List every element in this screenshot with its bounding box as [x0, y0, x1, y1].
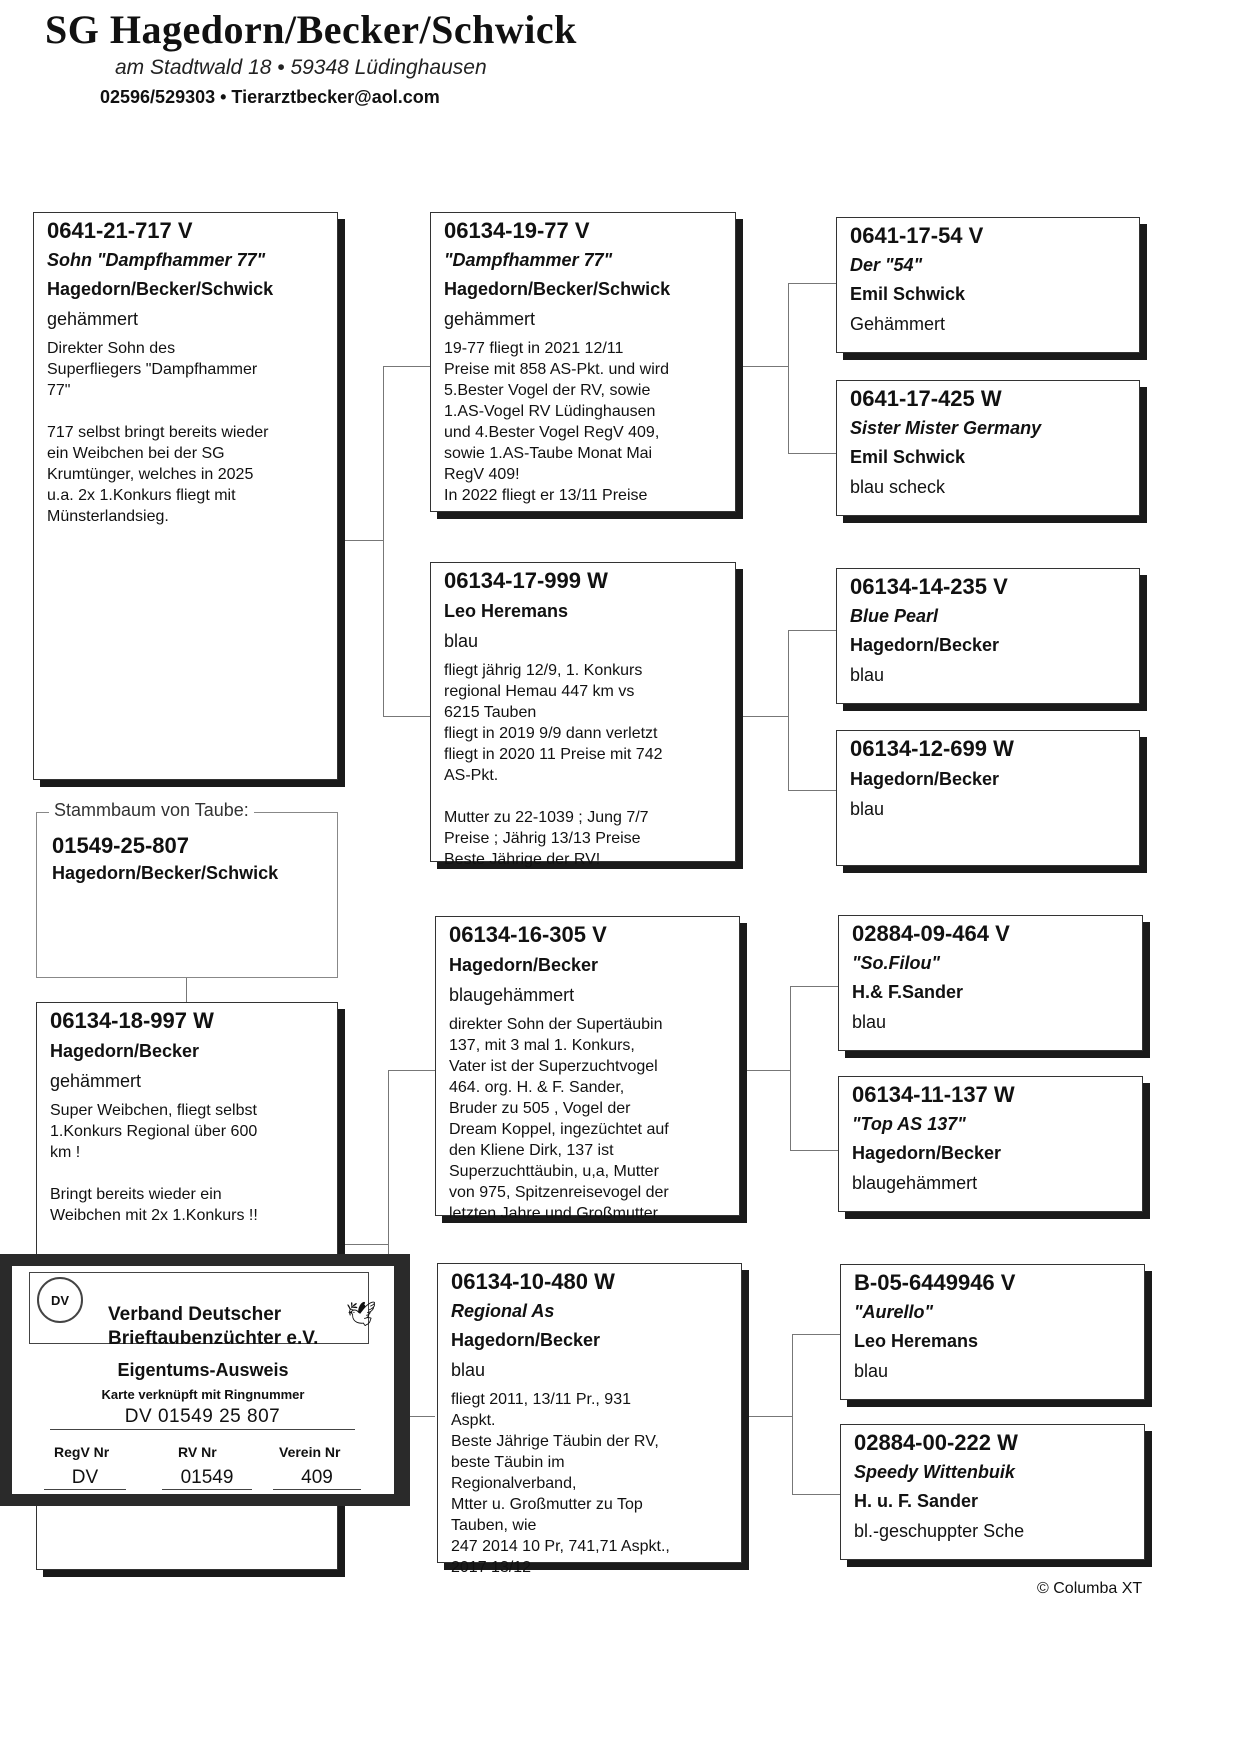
grandparent-card — [838, 1076, 1143, 1212]
grandparent-color: blau — [854, 1361, 889, 1381]
connector — [788, 630, 789, 790]
grandparent-card — [836, 568, 1140, 704]
grandparent-ring: 0641-17-54 V — [850, 223, 984, 248]
grandparent-ring: 0641-17-425 W — [850, 386, 1002, 411]
connector — [790, 986, 838, 987]
parent-color: blau — [444, 631, 479, 651]
pedigree-owner: Hagedorn/Becker/Schwick — [52, 863, 279, 883]
subject-ring: 0641-21-717 V — [47, 218, 193, 243]
grandparent-color: bl.-geschuppter Sche — [854, 1521, 1025, 1541]
col-verein-label: Verein Nr — [279, 1444, 341, 1460]
grandparent-name: "Top AS 137" — [852, 1114, 966, 1134]
connector — [788, 790, 836, 791]
grandparent-ring: 02884-00-222 W — [854, 1430, 1018, 1455]
connector — [186, 978, 187, 1002]
grandparent-card — [836, 380, 1140, 516]
parent-owner: Hagedorn/Becker — [449, 955, 599, 975]
dam-description: Super Weibchen, fliegt selbst 1.Konkurs Regional über 600 km ! Bringt bereits wieder ein Weibchen mit 2x 1.Konkurs !! — [50, 1102, 258, 1224]
grandparent-ring: 06134-14-235 V — [850, 574, 1008, 599]
ownership-card — [0, 1254, 410, 1506]
grandparent-card — [840, 1264, 1145, 1400]
connector — [383, 366, 384, 716]
grandparent-ring: 02884-09-464 V — [852, 921, 1010, 946]
dam-ring: 06134-18-997 W — [50, 1008, 214, 1033]
grandparent-owner: Hagedorn/Becker — [850, 769, 1000, 789]
parent-color: gehämmert — [444, 309, 536, 329]
col-verein-value: 409 — [273, 1467, 361, 1490]
grandparent-card — [836, 217, 1140, 353]
dam-owner: Hagedorn/Becker — [50, 1041, 200, 1061]
parent-name: Regional As — [451, 1301, 555, 1321]
col-rv-value: 01549 — [162, 1467, 252, 1490]
subject-color: gehämmert — [47, 309, 139, 329]
pigeon-icon: 🕊 — [346, 1301, 377, 1328]
association-name-line2: Brieftaubenzüchter e.V. — [108, 1328, 319, 1349]
copyright: © Columba XT — [1037, 1580, 1143, 1597]
connector — [792, 1494, 840, 1495]
grandparent-owner: H.& F.Sander — [852, 982, 964, 1002]
parent-ring: 06134-16-305 V — [449, 922, 607, 947]
parent-owner: Hagedorn/Becker — [451, 1330, 601, 1350]
parent-ring: 06134-19-77 V — [444, 218, 590, 243]
subject-owner: Hagedorn/Becker/Schwick — [47, 279, 274, 299]
grandparent-ring: 06134-12-699 W — [850, 736, 1014, 761]
parent-description: direkter Sohn der Supertäubin 137, mit 3 mal 1. Konkurs, Vater ist der Superzuchtvogel 464. org. H. & F. Sander, Bruder zu 505 , Vogel der Dream Koppel, ingezüchtet auf den Kliene Dirk, 137 ist Superzuchttäubin, u,a, Mutter von 975, Spitzenreisevogel der letzten Jahre und Großmutter — [449, 1016, 669, 1222]
grandparent-color: blau — [850, 799, 885, 819]
card-title: Eigentums-Ausweis — [117, 1360, 289, 1380]
parent-card — [437, 1263, 742, 1576]
connector — [383, 716, 430, 717]
pedigree-ring: 01549-25-807 — [52, 833, 190, 858]
parent-color: blau — [451, 1360, 486, 1380]
connector — [790, 986, 791, 1150]
connector — [338, 1244, 388, 1245]
grandparent-owner: H. u. F. Sander — [854, 1491, 979, 1511]
parent-ring: 06134-10-480 W — [451, 1269, 615, 1294]
parent-color: blaugehämmert — [449, 985, 575, 1005]
subject-pigeon-card — [33, 212, 338, 780]
breeder-contact: 02596/529303 • Tierarztbecker@aol.com — [100, 87, 440, 107]
grandparent-name: Blue Pearl — [850, 606, 939, 626]
connector — [383, 366, 430, 367]
connector — [788, 453, 836, 454]
card-ring-number: DV 01549 25 807 — [50, 1406, 355, 1430]
parent-name: "Dampfhammer 77" — [444, 250, 613, 270]
connector — [742, 1416, 792, 1417]
grandparent-name: "Aurello" — [854, 1302, 934, 1322]
grandparent-card — [840, 1424, 1145, 1560]
parent-description: fliegt jährig 12/9, 1. Konkurs regional Hemau 447 km vs 6215 Tauben fliegt in 2019 9/9 dann verletzt fliegt in 2020 11 Preise mit 742 AS-Pkt. Mutter zu 22-1039 ; Jung 7/7 Preise ; Jährig 13/13 Preise Beste Jährige der RV! — [444, 662, 663, 868]
grandparent-color: blau scheck — [850, 477, 946, 497]
grandparent-name: Der "54" — [850, 255, 923, 275]
parent-owner: Hagedorn/Becker/Schwick — [444, 279, 671, 299]
connector — [788, 283, 789, 453]
grandparent-owner: Hagedorn/Becker — [852, 1143, 1002, 1163]
pedigree-label: Stammbaum von Taube: — [49, 800, 254, 821]
grandparent-name: Speedy Wittenbuik — [854, 1462, 1015, 1482]
dam-color: gehämmert — [50, 1071, 142, 1091]
grandparent-color: blau — [850, 665, 885, 685]
grandparent-name: Sister Mister Germany — [850, 418, 1042, 438]
grandparent-owner: Emil Schwick — [850, 284, 966, 304]
col-regv-label: RegV Nr — [54, 1444, 110, 1460]
parent-description: 19-77 fliegt in 2021 12/11 Preise mit 858 AS-Pkt. und wird 5.Bester Vogel der RV, sowie 1.AS-Vogel RV Lüdinghausen und 4.Bester Vogel RegV 409, sowie 1.AS-Taube Monat Mai RegV 409! In 2022 fliegt er 13/11 Preise — [444, 340, 669, 504]
col-regv-value: DV — [44, 1467, 126, 1490]
connector — [338, 540, 383, 541]
breeder-title: SG Hagedorn/Becker/Schwick — [45, 7, 577, 52]
association-name-line1: Verband Deutscher — [108, 1304, 282, 1325]
connector — [740, 1070, 790, 1071]
parent-card — [430, 562, 736, 868]
breeder-address: am Stadtwald 18 • 59348 Lüdinghausen — [115, 56, 487, 79]
connector — [788, 283, 836, 284]
connector — [790, 1150, 838, 1151]
col-rv-label: RV Nr — [178, 1444, 217, 1460]
connector — [736, 366, 788, 367]
grandparent-owner: Leo Heremans — [854, 1331, 979, 1351]
parent-description: fliegt 2011, 13/11 Pr., 931 Aspkt. Beste Jährige Täubin der RV, beste Täubin im Regionalverband, Mtter u. Großmutter zu Top Tauben, wie 247 2014 10 Pr, 741,71 Aspkt., 2017 13/12 — [451, 1391, 670, 1576]
grandparent-card — [836, 730, 1140, 866]
grandparent-owner: Emil Schwick — [850, 447, 966, 467]
grandparent-ring: 06134-11-137 W — [852, 1082, 1015, 1107]
connector — [388, 1070, 435, 1071]
parent-card — [435, 916, 740, 1222]
parent-ring: 06134-17-999 W — [444, 568, 608, 593]
pedigree-of-box — [36, 800, 338, 978]
grandparent-color: blaugehämmert — [852, 1173, 978, 1193]
grandparent-name: "So.Filou" — [852, 953, 941, 973]
grandparent-owner: Hagedorn/Becker — [850, 635, 1000, 655]
grandparent-color: Gehämmert — [850, 314, 946, 334]
connector — [788, 630, 836, 631]
grandparent-color: blau — [852, 1012, 887, 1032]
connector — [792, 1334, 840, 1335]
grandparent-ring: B-05-6449946 V — [854, 1270, 1016, 1295]
ownership-card-inner — [12, 1266, 394, 1494]
parent-card — [430, 212, 736, 512]
connector — [792, 1334, 793, 1494]
association-logo: DV — [37, 1277, 83, 1323]
subject-description: Direkter Sohn des Superfliegers "Dampfhammer 77" 717 selbst bringt bereits wieder ein Weibchen bei der SG Krumtünger, welches in 2025 u.a. 2x 1.Konkurs fliegt mit Münsterlandsieg. — [47, 340, 269, 525]
parent-owner: Leo Heremans — [444, 601, 569, 621]
connector — [736, 716, 788, 717]
card-subtitle: Karte verknüpft mit Ringnummer — [101, 1387, 305, 1402]
subject-name: Sohn "Dampfhammer 77" — [47, 250, 266, 270]
grandparent-card — [838, 915, 1143, 1051]
